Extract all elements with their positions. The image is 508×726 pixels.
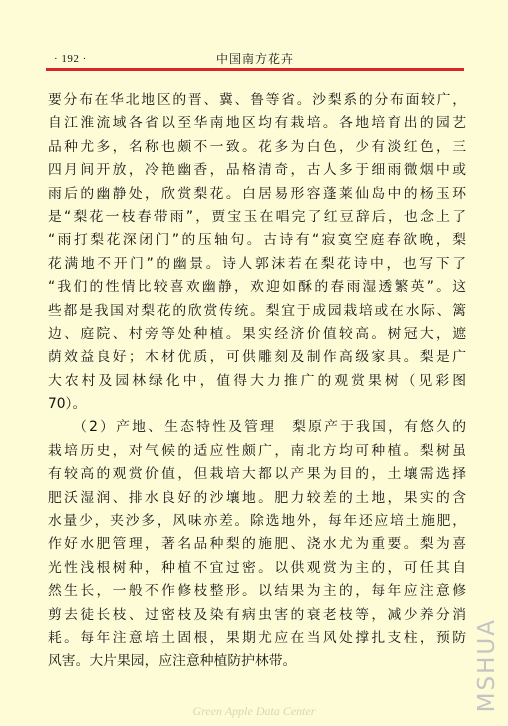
body-line: 雨后的幽静处，欣赏梨花。白居易形容蓬莱仙岛中的杨玉环	[48, 185, 466, 202]
body-line: 荫效益良好；木材优质，可供雕刻及制作高级家具。梨是广	[48, 349, 466, 366]
side-watermark: MSHUA	[474, 617, 500, 712]
body-line: 自江淮流域各省以至华南地区均有栽培。各地培育出的园艺	[48, 115, 466, 132]
body-line: 剪去徒长枝、过密枝及染有病虫害的衰老枝等，减少养分消	[48, 606, 466, 623]
book-title: 中国南方花卉	[215, 52, 294, 66]
body-line: 些都是我国对梨花的欣赏传统。梨宜于成园栽培或在水际、篱	[48, 302, 466, 319]
body-line: 栽培历史，对气候的适应性颇广，南北方均可种植。梨树虽	[48, 442, 466, 459]
body-line: 水量少，夹沙多，风味亦差。除选地外，每年还应培土施肥，	[48, 513, 466, 530]
body-line: 边、庭院、村旁等处种植。果实经济价值较高。树冠大，遮	[48, 325, 466, 342]
body-line: 然生长，一般不作修枝整形。以结果为主的，每年应注意修	[48, 583, 466, 600]
body-line: 大农村及园林绿化中，值得大力推广的观赏果树（见彩图	[48, 372, 466, 389]
body-line: 四月间开放，冷艳幽香，品格清奇，古人多于细雨微烟中或	[48, 162, 466, 179]
body-line: 要分布在华北地区的晋、冀、鲁等省。沙梨系的分布面较广，	[48, 92, 466, 108]
body-line: （2）产地、生态特性及管理 梨原产于我国，有悠久的	[48, 419, 466, 436]
body-line: 有较高的观赏价值，但栽培大都以产果为目的，土壤需选择	[48, 466, 466, 483]
bottom-watermark: Green Apple Data Center	[192, 704, 316, 718]
body-line: 光性浅根树种，种植不宜过密。以供观赏为主的，可任其自	[48, 559, 466, 576]
body-text	[48, 89, 466, 674]
body-line: 耗。每年注意培土固根，果期尤应在当风处撑扎支柱，预防	[48, 629, 466, 646]
body-line: 肥沃湿润、排水良好的沙壤地。肥力较差的土地，果实的含	[48, 489, 466, 506]
body-line: 风害。大片果园，应注意种植防护林带。	[48, 653, 297, 670]
body-line: 品种尤多，名称也颇不一致。花多为白色，少有淡红色，三	[48, 138, 466, 155]
header-rule	[46, 68, 464, 71]
body-line: “我们的性情比较喜欢幽静，欢迎如酥的春雨湿透繁英”。这	[48, 279, 466, 296]
body-line: 花满地不开门”的幽景。诗人郭沫若在梨花诗中，也写下了	[48, 255, 466, 272]
body-line: 作好水肥管理，著名品种梨的施肥、浇水尤为重要。梨为喜	[48, 536, 466, 553]
body-line: 是“梨花一枝春带雨”，贾宝玉在唱完了红豆辞后，也念上了	[48, 208, 466, 225]
running-header	[46, 52, 464, 66]
body-line: “雨打梨花深闭门”的压轴句。古诗有“寂寞空庭春欲晚，梨	[48, 232, 466, 249]
page-number: · 192 ·	[54, 53, 87, 65]
body-line: 70）。	[48, 396, 87, 413]
